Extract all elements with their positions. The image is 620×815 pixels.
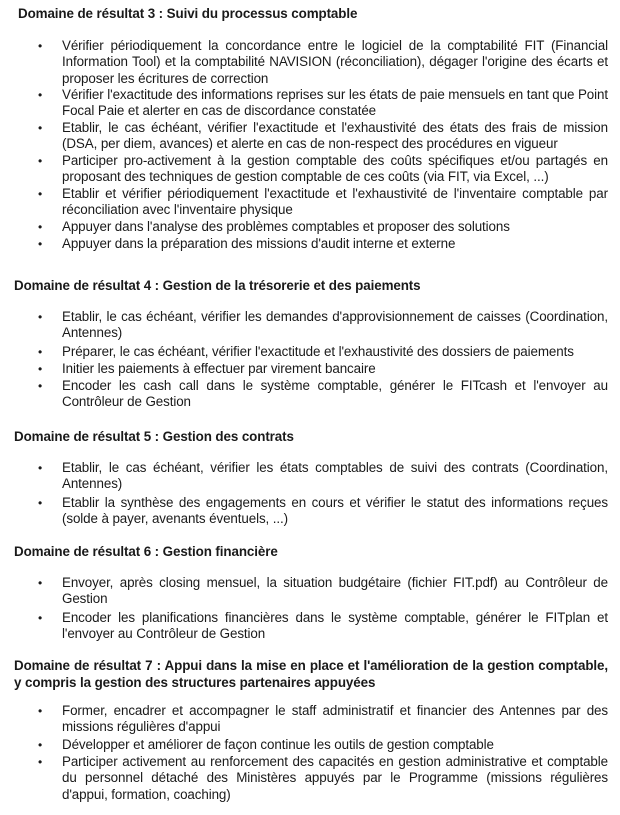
bullet-icon: • <box>38 379 43 393</box>
bullet-icon: • <box>38 345 43 359</box>
bullet-icon: • <box>38 704 43 718</box>
bullet-icon: • <box>38 237 43 251</box>
bullet-icon: • <box>38 154 43 168</box>
bullet-icon: • <box>38 220 43 234</box>
section-heading-3: Domaine de résultat 3 : Suivi du processus comptable <box>18 6 358 21</box>
bullet-icon: • <box>38 121 43 135</box>
bullet-list-3 <box>0 38 620 253</box>
bullet-icon: • <box>38 738 43 752</box>
list-item: • Appuyer dans la préparation des missions d'audit interne et externe <box>38 236 456 251</box>
bullet-icon: • <box>38 39 43 53</box>
list-item: • Participer pro-activement à la gestion comptable des coûts spécifiques et/ou partagés en proposant des techniques de gestion comptable de ces coûts (via FIT, via Excel, ...) <box>38 153 608 185</box>
section-heading-7: Domaine de résultat 7 : Appui dans la mise en place et l'amélioration de la gestion comptable, y compris la gestion des structures partenaires appuyées <box>14 658 608 690</box>
section-heading-5: Domaine de résultat 5 : Gestion des contrats <box>14 429 294 444</box>
list-item: • Etablir la synthèse des engagements en cours et vérifier le statut des informations reçues (solde à payer, avenants éventuels, ...) <box>38 495 608 527</box>
bullet-icon: • <box>38 576 43 590</box>
bullet-list-4 <box>0 309 620 411</box>
bullet-list-5 <box>0 460 620 528</box>
bullet-icon: • <box>38 187 43 201</box>
list-item: • Etablir, le cas échéant, vérifier les demandes d'approvisionnement de caisses (Coordination, Antennes) <box>38 309 608 341</box>
list-item: • Développer et améliorer de façon continue les outils de gestion comptable <box>38 737 494 752</box>
bullet-icon: • <box>38 88 43 102</box>
list-item: • Appuyer dans l'analyse des problèmes comptables et proposer des solutions <box>38 219 510 234</box>
bullet-icon: • <box>38 611 43 625</box>
section-heading-4: Domaine de résultat 4 : Gestion de la trésorerie et des paiements <box>14 278 421 293</box>
list-item: • Etablir, le cas échéant, vérifier les états comptables de suivi des contrats (Coordination, Antennes) <box>38 460 608 492</box>
bullet-list-7 <box>0 703 620 804</box>
list-item: • Vérifier périodiquement la concordance entre le logiciel de la comptabilité FIT (Financial Information Tool) et la comptabilité NAVISION (réconciliation), dégager l'origine des écarts et proposer les écritures de correction <box>38 38 608 86</box>
list-item: • Encoder les cash call dans le système comptable, générer le FITcash et l'envoyer au Contrôleur de Gestion <box>38 378 608 410</box>
list-item: • Vérifier l'exactitude des informations reprises sur les états de paie mensuels en tant que Point Focal Paie et alerter en cas de discordance constatée <box>38 87 608 119</box>
bullet-icon: • <box>38 362 43 376</box>
list-item: • Participer activement au renforcement des capacités en gestion administrative et comptable du personnel détaché des Ministères appuyés par le Programme (missions régulières d'appui, formation, coaching) <box>38 754 608 802</box>
bullet-list-6 <box>0 575 620 643</box>
section-heading-6: Domaine de résultat 6 : Gestion financière <box>14 544 278 559</box>
bullet-icon: • <box>38 755 43 769</box>
list-item: • Encoder les planifications financières dans le système comptable, générer le FITplan et l'envoyer au Contrôleur de Gestion <box>38 610 608 642</box>
list-item: • Etablir et vérifier périodiquement l'exactitude et l'exhaustivité de l'inventaire comptable par réconciliation avec l'inventaire physique <box>38 186 608 218</box>
list-item: • Former, encadrer et accompagner le staff administratif et financier des Antennes par des missions régulières d'appui <box>38 703 608 735</box>
list-item: • Préparer, le cas échéant, vérifier l'exactitude et l'exhaustivité des dossiers de paiements <box>38 344 574 359</box>
bullet-icon: • <box>38 310 43 324</box>
list-item: • Etablir, le cas échéant, vérifier l'exactitude et l'exhaustivité des états des frais de mission (DSA, per diem, avances) et alerte en cas de non-respect des procédures en vigueur <box>38 120 608 152</box>
bullet-icon: • <box>38 461 43 475</box>
list-item: • Envoyer, après closing mensuel, la situation budgétaire (fichier FIT.pdf) au Contrôleur de Gestion <box>38 575 608 607</box>
list-item: • Initier les paiements à effectuer par virement bancaire <box>38 361 376 376</box>
bullet-icon: • <box>38 496 43 510</box>
